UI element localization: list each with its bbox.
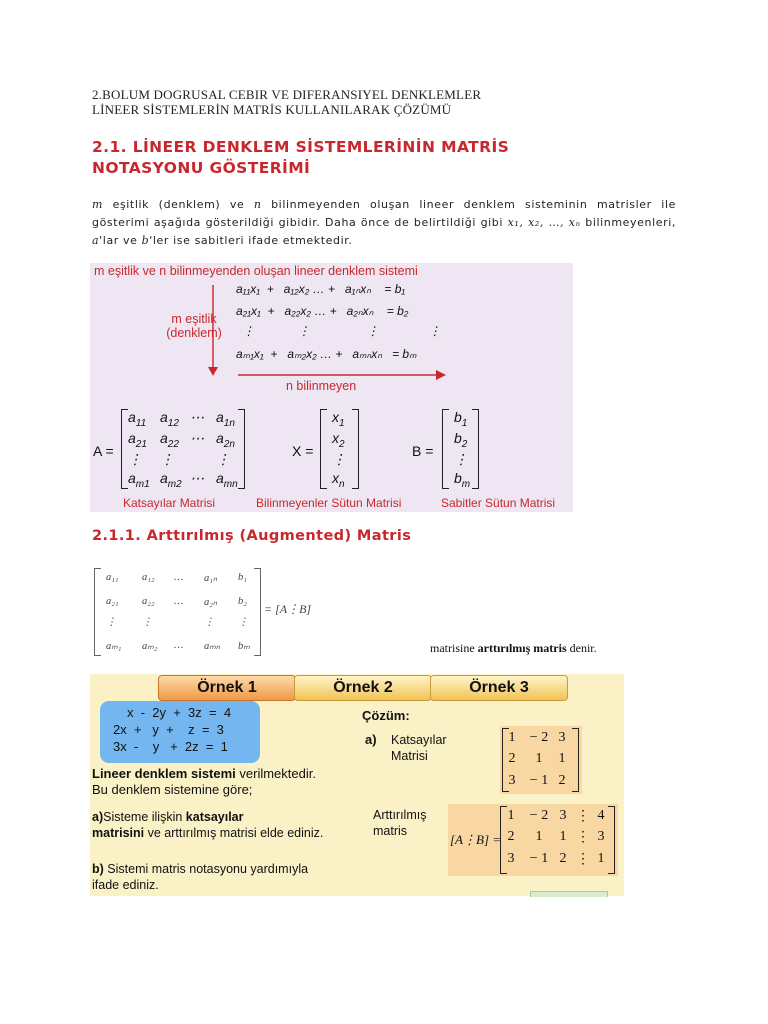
qa-bold-1: katsayılar xyxy=(185,810,244,824)
aug-matrix-label xyxy=(373,807,426,839)
intro-paragraph xyxy=(92,196,676,250)
coef-cell: 1 xyxy=(508,730,516,745)
var-b: b xyxy=(141,234,150,247)
matrix-a-cell: $a_{m1}$ xyxy=(128,470,150,490)
augmented-cell: aₘ₂ xyxy=(142,641,158,652)
coef-matrix-label xyxy=(391,732,447,764)
note-pre: matrisine xyxy=(430,641,478,655)
solution-heading: Çözüm: xyxy=(362,708,410,723)
augmented-cell: … xyxy=(174,596,184,607)
aug-right-bracket xyxy=(254,568,261,656)
aug-example-cell: 1 xyxy=(507,808,515,823)
next-button[interactable] xyxy=(530,891,608,897)
matrix-x-cell: ⋮ xyxy=(332,451,346,467)
matrix-a-cell: $a_{11}$ xyxy=(128,409,147,429)
augmented-cell: aₘ₁ xyxy=(106,641,122,652)
para-text-3: bilinmeyenleri, xyxy=(580,216,676,229)
caption-coefficients: Katsayılar Matrisi xyxy=(123,496,216,510)
tab-ornek-2[interactable]: Örnek 2 xyxy=(294,675,432,701)
var-a: a xyxy=(92,234,100,247)
matrix-a-cell: $a_{m2}$ xyxy=(160,470,182,490)
matrix-x-right-bracket xyxy=(352,409,359,489)
coef-cell: 3 xyxy=(508,773,516,788)
matrix-a-cell: $a_{mn}$ xyxy=(216,470,238,490)
equation-system-box xyxy=(100,701,260,763)
equation-row-dots: ⋮ ⋮ ⋮ ⋮ xyxy=(236,324,441,338)
m-equations-label xyxy=(156,312,232,340)
matrix-x-cell: $x_2$ xyxy=(332,430,345,450)
matrix-x-cell: $x_1$ xyxy=(332,409,345,429)
coef-label-line-1: Katsayılar xyxy=(391,733,447,747)
coef-cell: 3 xyxy=(558,730,566,745)
qa-label: a) xyxy=(92,810,104,824)
matrix-a-cell: $a_{1n}$ xyxy=(216,409,235,429)
augmented-cell: a₁ₙ xyxy=(204,573,218,584)
example-intro xyxy=(92,766,316,798)
aug-matrix-name: [A⋮B] = xyxy=(450,832,502,847)
augmented-matrix-figure xyxy=(92,566,322,660)
section-title-line-1: 2.1. LİNEER DENKLEM SİSTEMLERİNİN MATRİS xyxy=(92,138,510,156)
var-list: x₁, x₂, …, xₙ xyxy=(507,216,581,229)
equation-row-1: a₁₁x₁ + a₁₂x₂ … + a₁ₙxₙ = b₁ xyxy=(236,282,406,296)
coef-cell: 1 xyxy=(558,751,566,766)
aug-example-cell: 2 xyxy=(507,829,515,844)
matrix-b-right-bracket xyxy=(472,409,479,489)
matrix-a-cell: $a_{2n}$ xyxy=(216,430,235,450)
augmented-cell: b₂ xyxy=(238,596,247,607)
augmented-cell: … xyxy=(174,640,184,651)
aug-example-cell: 1 xyxy=(597,851,605,866)
aug-label-line-2: matris xyxy=(373,824,408,838)
matrix-b-cell: $b_1$ xyxy=(454,409,468,429)
qa-bold-2: matrisini xyxy=(92,826,145,840)
note-post: denir. xyxy=(566,641,597,655)
para-text-4: 'lar ve xyxy=(99,234,142,247)
matrix-a-left-bracket xyxy=(121,409,128,489)
matrix-x-cell: $x_n$ xyxy=(332,470,345,490)
matrix-b-cell: $b_m$ xyxy=(454,470,471,490)
m-label-line-1: m eşitlik xyxy=(171,312,217,326)
matrix-x-left-bracket xyxy=(320,409,327,489)
section-title-line-2: NOTASYONU GÖSTERİMİ xyxy=(92,159,311,177)
coef-cell: 1 xyxy=(535,751,543,766)
matrix-x-label: X = xyxy=(292,443,314,459)
matrix-a-cell: ⋮ xyxy=(216,451,230,467)
matrix-b-cell: $b_2$ xyxy=(454,430,468,450)
aug-left-bracket xyxy=(94,568,101,656)
aug-example-cell: 1 xyxy=(535,829,543,844)
matrix-a-right-bracket xyxy=(238,409,245,489)
intro-line-1 xyxy=(92,766,316,782)
qb-text: Sistemi matris notasyonu yardımıyla xyxy=(103,862,309,876)
linear-system-figure xyxy=(90,263,573,512)
matrix-a-cell: ⋮ xyxy=(160,451,174,467)
matrix-a-cell: ⋯ xyxy=(190,470,204,486)
aug-example-cell: ⋮ xyxy=(576,852,590,867)
question-b-line-2: ifade ediniz. xyxy=(92,878,159,892)
augmented-cell: aₘₙ xyxy=(204,641,220,652)
matrix-b-cell: ⋮ xyxy=(454,451,468,467)
augmented-cell: bₘ xyxy=(238,641,250,652)
aug-example-cell: 3 xyxy=(559,808,567,823)
intro-line-2: Bu denklem sistemine göre; xyxy=(92,782,253,797)
aug-example-cell: 4 xyxy=(597,808,605,823)
qa-text-2: ve arttırılmış matrisi elde ediniz. xyxy=(144,826,324,840)
aug-example-cell: 2 xyxy=(559,851,567,866)
para-text-1: eşitlik (denklem) ve xyxy=(103,198,254,211)
matrix-a-cell: $a_{22}$ xyxy=(160,430,179,450)
caption-constants: Sabitler Sütun Matrisi xyxy=(441,496,556,510)
augmented-matrix-title: 2.1.1. Arttırılmış (Augmented) Matris xyxy=(92,528,412,544)
matrix-a-cell: ⋯ xyxy=(190,409,204,425)
matrix-b-label: B = xyxy=(412,443,434,459)
coef-cell: 2 xyxy=(558,773,566,788)
para-text-5: 'ler ise sabitleri ifade etmektedir. xyxy=(149,234,353,247)
augmented-cell: ⋮ xyxy=(142,617,153,628)
qa-text-1: Sisteme ilişkin xyxy=(103,810,186,824)
intro-rest: verilmektedir. xyxy=(235,766,316,781)
question-a-line-2 xyxy=(92,825,372,841)
augmented-note xyxy=(430,641,597,656)
aug-example-cell: ⋮ xyxy=(576,830,590,845)
chapter-heading: 2.BOLUM DOGRUSAL CEBIR VE DIFERANSIYEL DENKLEMLER xyxy=(92,87,482,102)
caption-unknowns: Bilinmeyenler Sütun Matrisi xyxy=(256,496,402,510)
augmented-cell: a₁₂ xyxy=(142,572,155,583)
question-b-line-1 xyxy=(92,861,372,877)
m-label-line-2: (denklem) xyxy=(166,326,222,340)
coef-cell: 2 xyxy=(508,751,516,766)
augmented-cell: ⋮ xyxy=(204,617,215,628)
augmented-cell: b₁ xyxy=(238,572,247,583)
aug-example-cell: ⋮ xyxy=(576,809,590,824)
var-n: n xyxy=(253,198,262,211)
augmented-cell: … xyxy=(174,572,184,583)
down-arrow-icon xyxy=(206,285,220,377)
matrix-a-cell: ⋮ xyxy=(128,451,142,467)
example-panel xyxy=(90,674,624,896)
augmented-cell: a₂ₙ xyxy=(204,597,218,608)
aug-example-cell: − 2 xyxy=(529,808,549,823)
coef-cell: − 2 xyxy=(529,730,549,745)
para-text-2: bilinmeyenden oluşan lineer denklem sisteminin matrisler ile gösterimi aşağıda gösterildiği gibidir. Daha önce de belirtildiği gibi xyxy=(92,198,676,229)
note-bold: arttırılmış matris xyxy=(477,641,567,655)
solution-part-a: a) xyxy=(365,732,377,747)
matrix-a-cell: $a_{21}$ xyxy=(128,430,147,450)
matrix-b-left-bracket xyxy=(442,409,449,489)
tab-ornek-3[interactable]: Örnek 3 xyxy=(430,675,568,701)
qb-label: b) xyxy=(92,862,104,876)
matrix-a-cell: $a_{12}$ xyxy=(160,409,179,429)
aug-example-cell: 3 xyxy=(507,851,515,866)
system-eq-3: 3x - y + 2z = 1 xyxy=(113,739,228,754)
augmented-cell: a₁₁ xyxy=(106,572,119,583)
matrix-a-cell: ⋯ xyxy=(190,430,204,446)
intro-bold: Lineer denklem sistemi xyxy=(92,766,236,781)
coef-label-line-2: Matrisi xyxy=(391,749,428,763)
system-eq-1: x - 2y + 3z = 4 xyxy=(127,705,232,720)
n-unknowns-label: n bilinmeyen xyxy=(286,379,357,393)
coef-cell: − 1 xyxy=(529,773,549,788)
augmented-cell: ⋮ xyxy=(238,617,249,628)
aug-label-line-1: Arttırılmış xyxy=(373,808,427,822)
matrix-a-label: A = xyxy=(93,443,114,459)
chapter-subheading: LİNEER SİSTEMLERİN MATRİS KULLANILARAK ÇÖZÜMÜ xyxy=(92,102,452,117)
question-b xyxy=(92,861,372,893)
var-m: m xyxy=(92,198,104,211)
question-a-line-1 xyxy=(92,809,372,825)
tab-ornek-1[interactable]: Örnek 1 xyxy=(158,675,296,701)
augmented-cell: ⋮ xyxy=(106,617,117,628)
aug-example-cell: − 1 xyxy=(529,851,549,866)
coef-right-bracket xyxy=(572,728,579,792)
augmented-equals: = [A⋮B] xyxy=(264,602,312,616)
section-title xyxy=(92,137,509,179)
augmented-cell: a₂₂ xyxy=(142,596,155,607)
equation-row-m: aₘ₁x₁ + aₘ₂x₂ … + aₘₙxₙ = bₘ xyxy=(236,347,417,361)
aug-example-cell: 1 xyxy=(559,829,567,844)
question-a xyxy=(92,809,372,841)
aug-example-cell: 3 xyxy=(597,829,605,844)
augmented-cell: a₂₁ xyxy=(106,596,119,607)
figure-title: m eşitlik ve n bilinmeyenden oluşan lineer denklem sistemi xyxy=(94,264,418,278)
equation-row-2: a₂₁x₁ + a₂₂x₂ … + a₂ₙxₙ = b₂ xyxy=(236,304,409,318)
system-eq-2: 2x + y + z = 3 xyxy=(113,722,224,737)
